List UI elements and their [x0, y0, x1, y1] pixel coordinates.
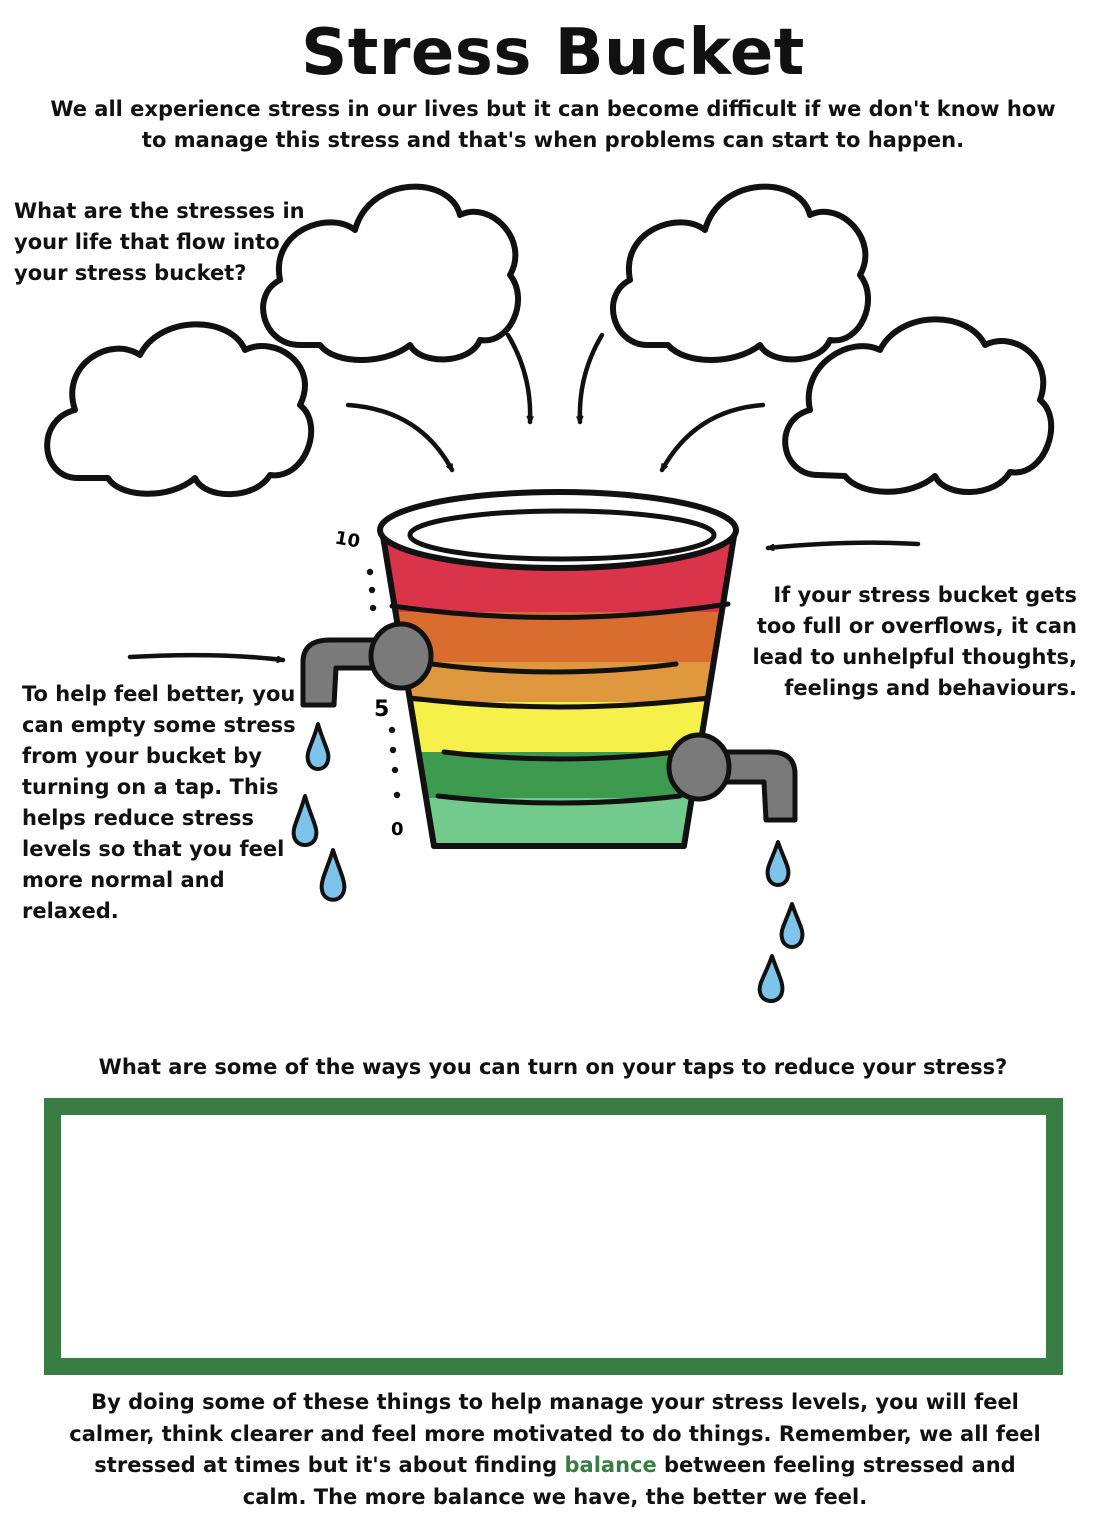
page-title: Stress Bucket: [301, 16, 805, 90]
cloud-icon: [47, 324, 311, 494]
balance-highlight: balance: [564, 1453, 657, 1477]
arrow-icon: [662, 405, 763, 470]
closing-text: [60, 1387, 1050, 1513]
overflow-note: If your stress bucket gets too full or overflows, it can lead to unhelpful thoughts, feelings and behaviours.: [752, 583, 1077, 700]
closing-text-end: between feeling stressed and calm. The more balance we have, the better we feel.: [242, 1453, 1016, 1509]
tap-note: To help feel better, you can empty some stress from your bucket by turning on a tap. This helps reduce stress levels so that you feel more normal and relaxed.: [22, 682, 296, 923]
answer-box[interactable]: [44, 1098, 1063, 1375]
arrow-icon: [580, 335, 602, 422]
cloud-icon: [613, 187, 868, 360]
clouds-prompt: What are the stresses in your life that flow into your stress bucket?: [14, 199, 305, 285]
arrow-icon: [130, 655, 283, 660]
water-drop-icon: [308, 724, 329, 769]
scale-label-top: 10: [333, 527, 362, 553]
closing-text-start: By doing some of these things to help manage your stress levels, you will feel calmer, think clearer and feel more motivated to do things. Remember, we all feel stressed at times but it's about finding: [69, 1390, 1041, 1477]
taps-question: What are some of the ways you can turn on your taps to reduce your stress?: [98, 1055, 1008, 1079]
arrow-icon: [348, 405, 452, 470]
water-drop-icon: [782, 904, 803, 947]
water-drop-icon: [768, 842, 789, 885]
arrow-icon: [508, 335, 530, 422]
water-drop-icon: [760, 956, 783, 1001]
scale-label-middle: 5: [374, 697, 390, 722]
water-drop-icon: [322, 850, 345, 900]
arrow-icon: [768, 543, 918, 548]
scale-label-bottom: 0: [391, 819, 404, 840]
intro-text: We all experience stress in our lives but it can become difficult if we don't know how to manage this stress and that's when problems can start to happen.: [50, 97, 1056, 152]
